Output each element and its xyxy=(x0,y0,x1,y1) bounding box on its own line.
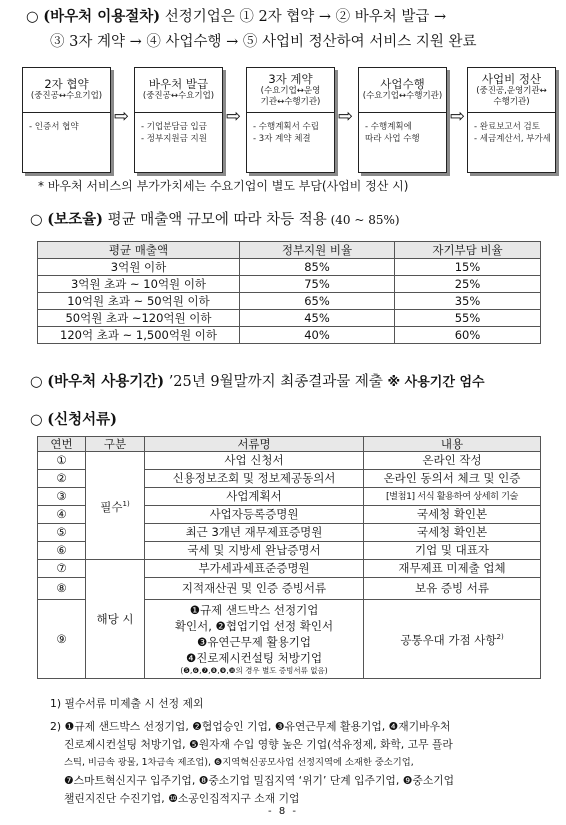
table-cell: 65% xyxy=(240,293,395,310)
group-cell-required xyxy=(86,452,145,560)
vat-note: * 바우처 서비스의 부가가치세는 수요기업이 별도 부담(사업비 정산 시) xyxy=(38,179,409,193)
flow-step-4 xyxy=(358,67,447,173)
table-cell: 부가세과세표준증명원 xyxy=(145,560,364,578)
table-cell: 사업자등록증명원 xyxy=(145,506,364,524)
bullet: ○ xyxy=(30,412,43,428)
table-cell: 45% xyxy=(240,310,395,327)
table-cell: 120억 초과 ~ 1,500억원 이하 xyxy=(38,327,240,344)
table-cell: 국세청 확인본 xyxy=(364,524,541,542)
table-cell: 보유 증빙 서류 xyxy=(364,578,541,600)
column-header: 정부지원 비율 xyxy=(240,242,395,259)
flow-step-title: 바우처 발급 xyxy=(148,77,209,91)
subsidy-range: (40 ~ 85%) xyxy=(326,213,400,227)
table-cell: 온라인 작성 xyxy=(364,452,541,470)
table-cell: 온라인 동의서 체크 및 인증 xyxy=(364,470,541,488)
column-header: 연번 xyxy=(38,437,86,452)
flow-step-title: 사업수행 xyxy=(380,77,425,91)
flow-step-item: - 수행계획에 xyxy=(365,122,412,132)
section-heading: (바우처 사용기간) xyxy=(47,373,165,390)
flow-step-title: 3자 계약 xyxy=(268,71,313,86)
column-header: 서류명 xyxy=(145,437,364,452)
flow-arrow-icon: ⇨ xyxy=(226,106,242,127)
table-cell: 75% xyxy=(240,276,395,293)
flow-step-sub: 기관↔수행기관) xyxy=(260,96,321,107)
flow-step-3 xyxy=(246,67,335,173)
flow-step-title: 2자 협약 xyxy=(44,77,89,91)
table-row xyxy=(38,327,541,344)
table-cell: 재무제표 미제출 업체 xyxy=(364,560,541,578)
table-cell: 25% xyxy=(395,276,541,293)
flow-arrow-icon: ⇨ xyxy=(114,106,130,127)
usage-period-note: ※ 사용기간 엄수 xyxy=(387,375,485,390)
subsidy-table xyxy=(37,241,541,344)
footnote-2 xyxy=(50,718,550,808)
flow-step-item: - 수행계획서 수립 xyxy=(253,122,319,132)
section-heading: (바우처 이용절차) xyxy=(43,8,161,25)
flow-step-item: - 인증서 협약 xyxy=(29,122,79,132)
footnote-ref: 1) xyxy=(122,499,130,508)
table-cell: 40% xyxy=(240,327,395,344)
table-header-row xyxy=(38,242,541,259)
section-text: 선정기업은 ① 2자 협약 → ② 바우처 발급 → xyxy=(160,9,447,25)
group-label: 필수 xyxy=(100,499,123,514)
flow-step-item: - 세금계산서, 부가세 xyxy=(474,134,551,144)
voucher-process-line2: ③ 3자 계약 → ④ 사업수행 → ⑤ 사업비 정산하여 서비스 지원 완료 xyxy=(50,34,477,50)
table-cell: 3억원 이하 xyxy=(38,259,240,276)
table-cell: 35% xyxy=(395,293,541,310)
table-cell: ① xyxy=(38,452,86,470)
table-cell: 기업 및 대표자 xyxy=(364,542,541,560)
table-row xyxy=(38,259,541,276)
documents-table xyxy=(37,436,541,679)
footnote-2-line: 스틱, 비금속 광물, 1차금속 제조업), ❻지역혁신공모사업 선정지역에 소재한 중소기업, xyxy=(64,757,414,768)
row9-line: ❸유연근무제 활용기업 xyxy=(197,635,311,649)
documents-line xyxy=(30,409,117,431)
table-row xyxy=(38,276,541,293)
table-cell: 최근 3개년 재무제표증명원 xyxy=(145,524,364,542)
bullet: ○ xyxy=(30,212,43,228)
table-cell-multiline xyxy=(145,600,364,679)
table-cell: ⑧ xyxy=(38,578,86,600)
table-cell: ⑥ xyxy=(38,542,86,560)
row9-line: 확인서, ❷협업기업 선정 확인서 xyxy=(174,619,334,633)
table-cell: 50억원 초과 ~120억원 이하 xyxy=(38,310,240,327)
voucher-process-line1 xyxy=(26,6,446,28)
flow-step-title: 사업비 정산 xyxy=(481,71,542,86)
flow-step-sub: (중진공↔수요기업) xyxy=(142,91,215,101)
flow-step-sub: (수요기업↔운영 xyxy=(260,85,321,96)
table-cell: 지적재산권 및 인증 증빙서류 xyxy=(145,578,364,600)
bullet: ○ xyxy=(26,9,39,25)
table-cell: 85% xyxy=(240,259,395,276)
table-cell: ⑨ xyxy=(38,600,86,679)
flow-step-sub: (수요기업↔수행기관) xyxy=(362,91,443,101)
footnote-1: 1) 필수서류 미제출 시 선정 제외 xyxy=(50,697,204,710)
table-cell: 15% xyxy=(395,259,541,276)
flow-step-item: - 정부지원금 지원 xyxy=(141,134,207,144)
footnote-2-line: 진로제시컨설팅 처방기업, ❺원자재 수입 영향 높은 기업(석유정제, 화학, 고무 플라 xyxy=(64,738,453,751)
footnote-2-line: 2) ❶규제 샌드박스 선정기업, ❷협업승인 기업, ❸유연근무제 활용기업, ❹재기바우처 xyxy=(50,720,451,733)
footnote-2-line: ❼스마트혁신지구 입주기업, ❽중소기업 밀집지역 ‘위기’ 단계 입주기업, ❾중소기업 xyxy=(64,774,455,787)
table-cell: ② xyxy=(38,470,86,488)
table-cell: ④ xyxy=(38,506,86,524)
table-header-row xyxy=(38,437,541,452)
section-text: 평균 매출액 규모에 따라 차등 적용 xyxy=(103,212,327,228)
table-row xyxy=(38,452,541,470)
section-text: ’25년 9월말까지 최종결과물 제출 xyxy=(164,374,383,390)
flow-step-sub: (중진공↔수요기업) xyxy=(30,91,103,101)
footnote-ref: 2) xyxy=(496,633,504,642)
column-header: 평균 매출액 xyxy=(38,242,240,259)
table-cell: 55% xyxy=(395,310,541,327)
table-cell: ⑤ xyxy=(38,524,86,542)
column-header: 구분 xyxy=(86,437,145,452)
column-header: 내용 xyxy=(364,437,541,452)
column-header: 자기부담 비율 xyxy=(395,242,541,259)
footnote-2-line: 챌린지진단 수진기업, ❿소공인집적지구 소재 기업 xyxy=(64,792,300,805)
table-cell: 60% xyxy=(395,327,541,344)
flow-arrow-icon: ⇨ xyxy=(338,106,354,127)
table-cell: 사업계획서 xyxy=(145,488,364,506)
table-row xyxy=(38,293,541,310)
table-cell: ⑦ xyxy=(38,560,86,578)
table-cell: 10억원 초과 ~ 50억원 이하 xyxy=(38,293,240,310)
table-cell: 3억원 초과 ~ 10억원 이하 xyxy=(38,276,240,293)
row9-content: 공통우대 가점 사항 xyxy=(400,632,497,647)
flow-step-5 xyxy=(467,67,556,173)
flow-step-1 xyxy=(22,67,111,173)
row9-line: ❹진로제시컨설팅 처방기업 xyxy=(185,651,323,665)
subsidy-line xyxy=(30,209,400,231)
table-cell: 국세 및 지방세 완납증명서 xyxy=(145,542,364,560)
table-cell: 사업 신청서 xyxy=(145,452,364,470)
flow-step-item: - 기업분담금 입금 xyxy=(141,122,207,132)
page-number: - 8 - xyxy=(268,806,298,817)
group-cell-optional: 해당 시 xyxy=(86,560,145,679)
flow-step-2 xyxy=(134,67,223,173)
table-cell: [별첨1] 서식 활용하여 상세히 기술 xyxy=(364,488,541,506)
flow-arrow-icon: ⇨ xyxy=(450,106,466,127)
flow-step-item: - 3자 계약 체결 xyxy=(253,134,311,144)
table-row xyxy=(38,310,541,327)
usage-period-line xyxy=(30,371,485,394)
bullet: ○ xyxy=(30,374,43,390)
section-heading: (보조율) xyxy=(47,211,104,228)
flow-step-sub: (중진공,운영기관↔ xyxy=(476,85,547,96)
flow-step-item: 따라 사업 수행 xyxy=(365,134,420,144)
row9-line: ❶규제 샌드박스 선정기업 xyxy=(189,603,319,617)
flow-step-sub: 수행기관) xyxy=(493,96,530,107)
row9-small-note: (❺,❻,❼,❽,❾,❿의 경우 별도 증빙서류 없음) xyxy=(180,666,328,675)
flow-step-item: - 완료보고서 검토 xyxy=(474,122,540,132)
table-cell: 신용정보조회 및 정보제공동의서 xyxy=(145,470,364,488)
table-cell: 국세청 확인본 xyxy=(364,506,541,524)
table-cell xyxy=(364,600,541,679)
section-heading: (신청서류) xyxy=(47,411,118,428)
table-row xyxy=(38,560,541,578)
table-cell: ③ xyxy=(38,488,86,506)
